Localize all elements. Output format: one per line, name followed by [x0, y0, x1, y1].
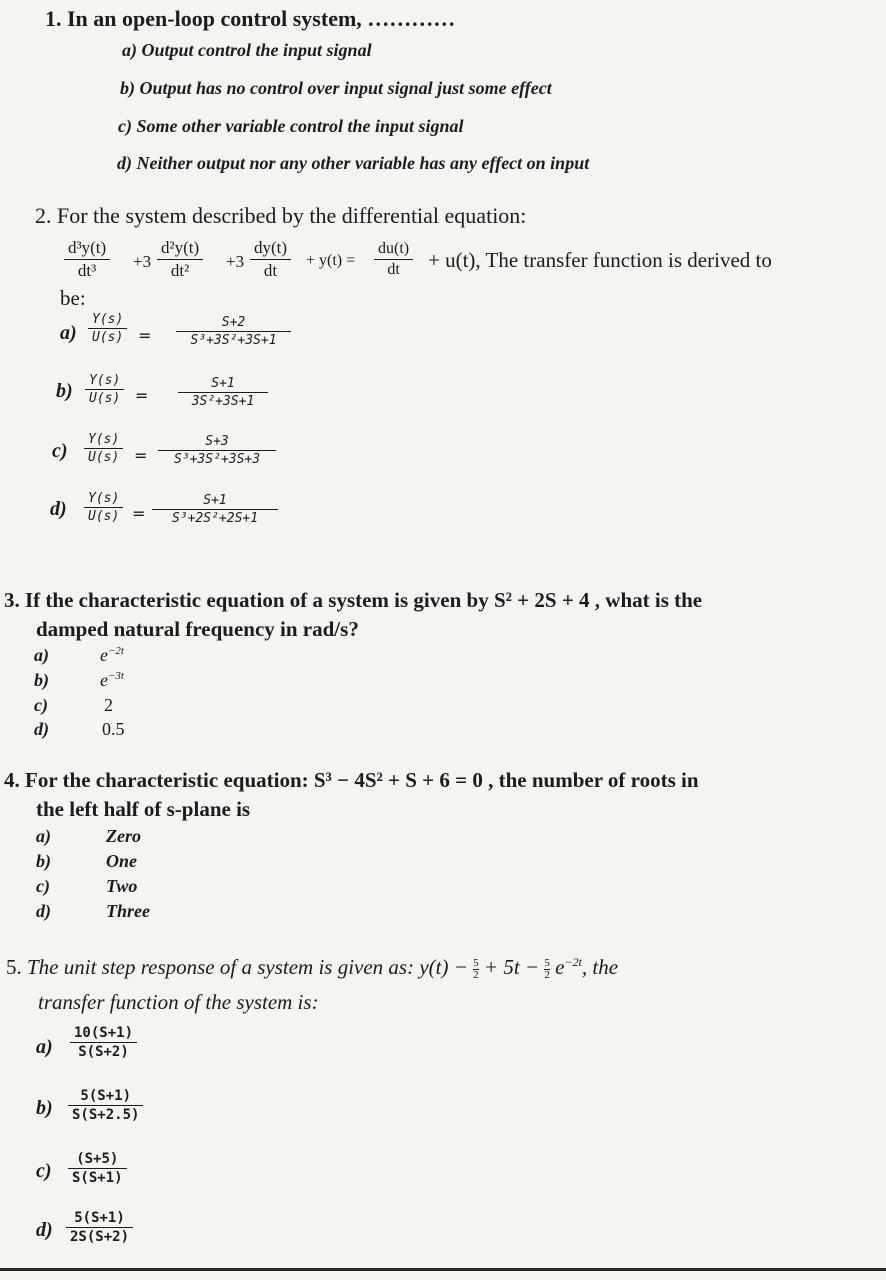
- q3-line2: damped natural frequency in rad/s?: [36, 617, 359, 641]
- q2-option-c-lhs: $\frac{Y(s)}{U(s)}$: [84, 432, 123, 465]
- q4-option-b-letter[interactable]: b): [36, 851, 51, 871]
- option-letter: a): [122, 40, 137, 60]
- q3-option-b-value: $e^{-3t}$: [100, 670, 124, 690]
- q4-option-c-text: Two: [106, 876, 138, 896]
- q4-option-a-text: Zero: [106, 826, 141, 846]
- q5-option-d-letter[interactable]: d): [36, 1219, 53, 1241]
- equals-sign: =: [138, 326, 152, 345]
- q5-option-a-letter[interactable]: a): [36, 1036, 53, 1058]
- q2-option-a-rhs: $\frac{S+2}{\text{S³+3S²+3S+1}}$: [176, 315, 291, 348]
- option-text: Neither output nor any other variable has any effect on input: [136, 153, 590, 173]
- q3-option-a-value: $e^{-2t}$: [100, 645, 124, 665]
- q5-text-end: , the: [581, 955, 619, 979]
- q1-text: In an open-loop control system, …………: [67, 6, 456, 31]
- q2-text: For the system described by the differential equation:: [57, 203, 527, 228]
- q1-option-a[interactable]: [122, 40, 372, 61]
- q5-option-c-letter[interactable]: c): [36, 1160, 52, 1182]
- q3-option-d-value: 0.5: [102, 719, 125, 739]
- q5-line2: transfer function of the system is:: [38, 990, 319, 1014]
- q2-be: be:: [60, 286, 86, 310]
- q5-text-start: The unit step response of a system is given as: y(t) −: [27, 955, 468, 979]
- q2-option-d-rhs: $\frac{S+1}{\text{S³+2S²+2S+1}}$: [152, 493, 278, 526]
- option-letter: d): [117, 153, 132, 173]
- option-letter: c): [118, 116, 132, 136]
- q5-exp: $e^{-2t}$: [555, 955, 582, 979]
- q1-option-d[interactable]: [117, 153, 589, 174]
- q5-option-b-letter[interactable]: b): [36, 1097, 53, 1119]
- q3-option-c-letter[interactable]: c): [34, 695, 48, 715]
- q1-option-b[interactable]: [120, 78, 552, 99]
- q3-option-c-value: 2: [104, 695, 113, 715]
- eq-term-du: $\frac{du(t)}{dt}$: [374, 240, 413, 279]
- q4-number: 4.: [4, 768, 20, 792]
- option-text: Some other variable control the input signal: [136, 116, 464, 136]
- q5-option-a-fraction: $\frac{10(S+1)}{S(S+2)}$: [70, 1025, 137, 1060]
- q3-option-b-letter[interactable]: b): [34, 670, 49, 690]
- q5-frac-five-halves: $\frac{5}{2}$: [473, 956, 479, 981]
- q4-option-a-letter[interactable]: a): [36, 826, 51, 846]
- q1-option-c[interactable]: [118, 116, 464, 137]
- q2-option-a-lhs: $\frac{Y(s)}{U(s)}$: [88, 312, 127, 345]
- q4-line2: the left half of s-plane is: [36, 797, 251, 821]
- eq-term-d2y: $\frac{\text{d²y(t)}}{\text{dt²}}$: [157, 238, 203, 281]
- q5-line1: [6, 955, 618, 981]
- q2-option-c-rhs: $\frac{S+3}{\text{S³+3S²+3S+3}}$: [158, 434, 276, 467]
- eq-plus3-a: +3: [133, 252, 152, 271]
- q2-option-d-letter[interactable]: d): [50, 498, 67, 520]
- bottom-rule: [0, 1268, 886, 1271]
- eq-plus3-b: +3: [226, 252, 245, 271]
- q2-option-d-lhs: $\frac{Y(s)}{U(s)}$: [84, 491, 123, 524]
- equals-sign: =: [134, 446, 148, 465]
- q5-text-mid: + 5t −: [483, 955, 540, 979]
- q4-text: For the characteristic equation: S³ − 4S² + S + 6 = 0 , the number of roots in: [25, 768, 699, 792]
- q3-line1: [4, 588, 702, 613]
- q4-option-d-letter[interactable]: d): [36, 901, 51, 921]
- eq-term-d3y: $\frac{\text{d³y(t)}}{\text{dt³}}$: [64, 238, 110, 281]
- q2-number: 2.: [35, 203, 52, 228]
- q2-option-b-lhs: $\frac{Y(s)}{U(s)}$: [85, 373, 124, 406]
- q5-number: 5.: [6, 955, 22, 979]
- q5-option-b-fraction: $\frac{5(S+1)}{S(S+2.5)}$: [68, 1088, 143, 1123]
- equals-sign: =: [135, 386, 149, 405]
- q5-option-d-fraction: $\frac{5(S+1)}{2S(S+2)}$: [66, 1210, 133, 1245]
- q5-option-c-fraction: $\frac{(S+5)}{S(S+1)}$: [68, 1151, 127, 1186]
- q3-option-a-letter[interactable]: a): [34, 645, 49, 665]
- eq-middle: + y(t) =: [306, 252, 356, 269]
- q5-frac-five-halves-2: $\frac{5}{2}$: [544, 956, 550, 981]
- q3-number: 3.: [4, 588, 20, 612]
- option-letter: b): [120, 78, 135, 98]
- q2-option-b-rhs: $\frac{S+1}{\text{3S²+3S+1}}$: [178, 376, 268, 409]
- eq-term-dy: $\frac{dy(t)}{dt}$: [250, 238, 291, 281]
- q1-number: 1.: [45, 6, 62, 31]
- q2-option-c-letter[interactable]: c): [52, 440, 68, 462]
- equals-sign: =: [132, 504, 146, 523]
- option-text: Output has no control over input signal just some effect: [139, 78, 552, 98]
- q2-option-a-letter[interactable]: a): [60, 322, 77, 344]
- eq-tail: + u(t), The transfer function is derived to: [428, 248, 772, 272]
- q4-option-d-text: Three: [106, 901, 150, 921]
- q1-stem: [45, 6, 455, 32]
- q3-option-d-letter[interactable]: d): [34, 719, 49, 739]
- q2-stem: [35, 203, 526, 229]
- q2-option-b-letter[interactable]: b): [56, 380, 73, 402]
- q4-line1: [4, 768, 699, 793]
- option-text: Output control the input signal: [141, 40, 372, 60]
- q4-option-c-letter[interactable]: c): [36, 876, 50, 896]
- q3-text: If the characteristic equation of a system is given by S² + 2S + 4 , what is the: [25, 588, 703, 612]
- q4-option-b-text: One: [106, 851, 137, 871]
